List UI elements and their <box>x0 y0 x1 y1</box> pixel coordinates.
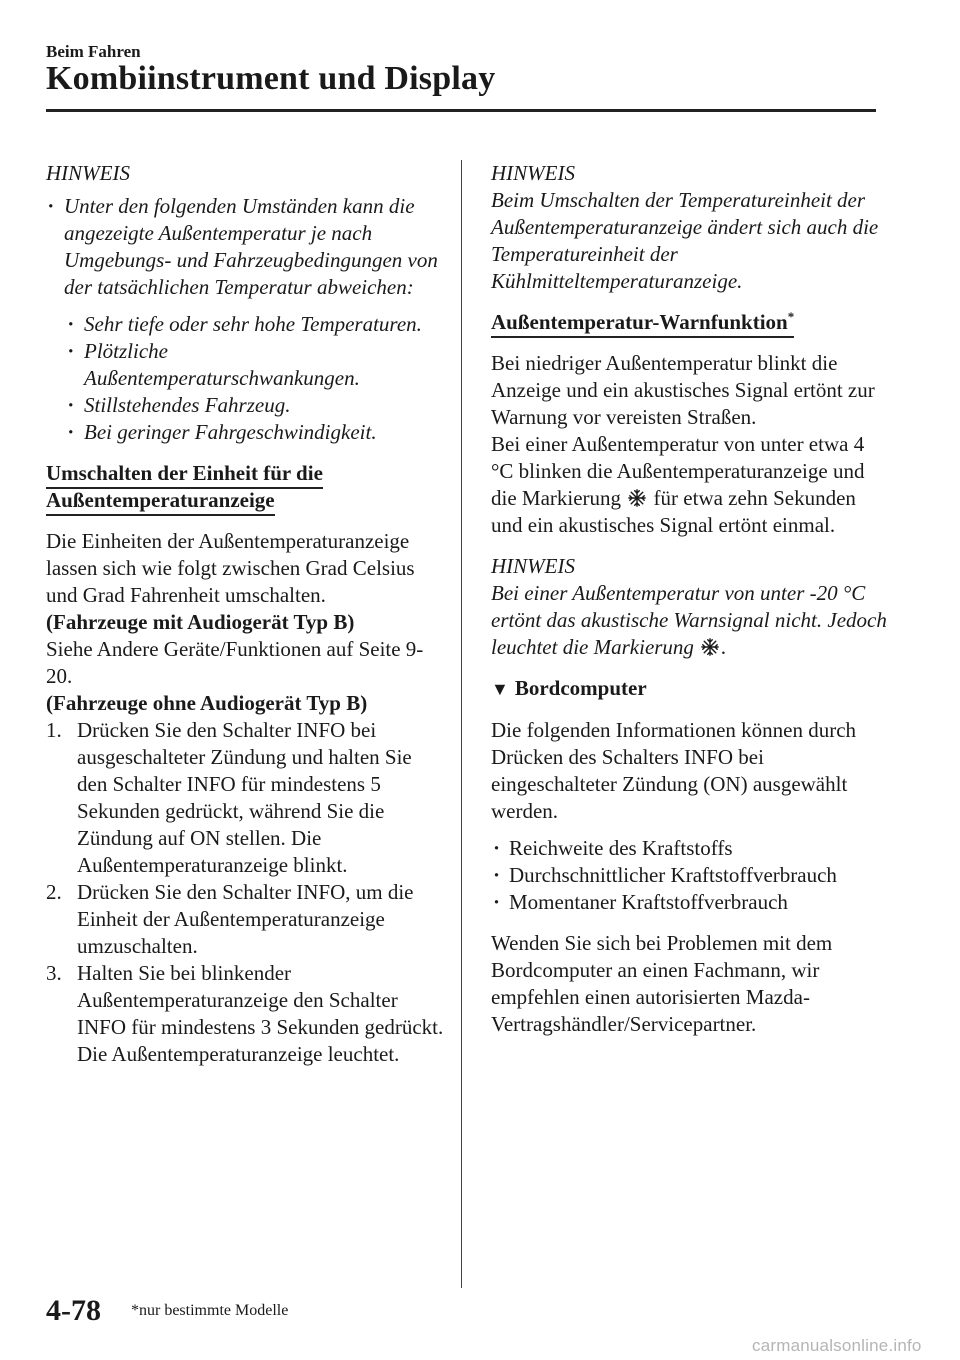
step-item <box>46 879 446 960</box>
note-subbullet: · Stillstehendes Fahrzeug. <box>66 392 446 419</box>
section-heading-warning <box>491 309 891 336</box>
step-item <box>46 960 446 1068</box>
subsection-label: (Fahrzeuge ohne Audiogerät Typ B) <box>46 691 368 715</box>
page-number: 4-78 <box>46 1294 101 1327</box>
note-bullet-list <box>46 193 446 301</box>
section-label: Beim Fahren <box>46 42 141 61</box>
list-item: · Durchschnittlicher Kraftstoffverbrauch <box>491 862 891 889</box>
warning-text: für etwa zehn Sekunden und ein akustisches Signal ertönt einmal. <box>491 486 856 537</box>
note-text-part: Bei einer Außentemperatur von unter -20 °C ertönt das akustische Warnsignal nicht. Jedoch leuchtet die Markierung <box>491 581 887 659</box>
intro-paragraph: Die Einheiten der Außentemperaturanzeige lassen sich wie folgt zwischen Grad Celsius und Grad Fahrenheit umschalten. <box>46 529 415 607</box>
watermark: carmanualsonline.info <box>752 1336 922 1355</box>
step-item <box>46 717 446 879</box>
bordcomputer-list <box>491 835 891 916</box>
page-title: Kombiinstrument und Display <box>46 60 496 97</box>
heading-text: Bordcomputer <box>514 676 647 700</box>
note-subbullet: · Sehr tiefe oder sehr hohe Temperaturen. <box>66 311 446 338</box>
note-label: HINWEIS <box>491 161 575 185</box>
subsection-label: (Fahrzeuge mit Audiogerät Typ B) <box>46 610 355 634</box>
section-heading-bordcomputer <box>491 675 891 703</box>
left-column <box>46 160 446 1068</box>
footnote-marker: * <box>787 309 795 324</box>
list-item: · Momentaner Kraftstoffverbrauch <box>491 889 891 916</box>
bordcomputer-outro: Wenden Sie sich bei Problemen mit dem Bordcomputer an einen Fachmann, wir empfehlen einen autorisierten Mazda-Vertragshändler/Servicepartner. <box>491 931 833 1036</box>
warning-paragraph <box>491 431 891 539</box>
right-column <box>491 160 891 1038</box>
heading-line: Umschalten der Einheit für die <box>46 461 323 489</box>
note-bullet: · Unter den folgenden Umständen kann die angezeigte Außentemperatur je nach Umgebungs- und Fahrzeugbedingungen von der tatsächlichen Temperatur abweichen: <box>46 193 446 301</box>
triangle-down-icon: ▼ <box>491 679 509 699</box>
title-rule <box>46 109 876 112</box>
note-subbullet: · Bei geringer Fahrgeschwindigkeit. <box>66 419 446 446</box>
note-label: HINWEIS <box>46 161 130 185</box>
heading-text: Außentemperatur-Warnfunktion <box>491 310 788 334</box>
column-divider <box>461 160 462 1288</box>
warning-paragraph: Bei niedriger Außentemperatur blinkt die Anzeige und ein akustisches Signal ertönt zur Warnung vor vereisten Straßen. <box>491 351 875 429</box>
warning-text: Bei einer Außentemperatur von unter etwa 4 °C blinken die Außentemperaturanzeige und die Markierung <box>491 432 865 510</box>
cross-reference: Siehe Andere Geräte/Funktionen auf Seite 9-20. <box>46 637 424 688</box>
step-text: Drücken Sie den Schalter INFO bei ausgeschalteter Zündung und halten Sie den Schalter INFO für mindestens 5 Sekunden gedrückt, während Sie die Zündung auf ON stellen. Die Außentemperaturanzeige blinkt. <box>77 718 412 877</box>
heading-line: Außentemperaturanzeige <box>46 488 275 516</box>
note-label: HINWEIS <box>491 554 575 578</box>
step-number: 3. <box>46 961 62 985</box>
step-text: Drücken Sie den Schalter INFO, um die Einheit der Außentemperaturanzeige umzuschalten. <box>77 880 414 958</box>
note-subbullet: · Plötzliche Außentemperaturschwankungen. <box>66 338 446 392</box>
snowflake-icon <box>701 638 719 656</box>
step-list <box>46 717 446 1068</box>
step-text: Halten Sie bei blinkender Außentemperaturanzeige den Schalter INFO für mindestens 3 Sekunden gedrückt. Die Außentemperaturanzeige leuchtet. <box>77 961 444 1066</box>
step-number: 2. <box>46 880 62 904</box>
note-text <box>491 580 891 661</box>
snowflake-icon <box>628 489 646 507</box>
step-number: 1. <box>46 718 62 742</box>
section-heading-unit-switch <box>46 460 446 514</box>
heading-underline <box>491 310 794 338</box>
list-item: · Reichweite des Kraftstoffs <box>491 835 891 862</box>
note-text-end: . <box>721 635 727 659</box>
note-subbullet-list <box>66 311 446 446</box>
note-text: Beim Umschalten der Temperatureinheit der Außentemperaturanzeige ändert sich auch die Temperatureinheit der Kühlmitteltemperaturanzeige. <box>491 188 879 293</box>
bordcomputer-intro: Die folgenden Informationen können durch Drücken des Schalters INFO bei eingeschalteter Zündung (ON) ausgewählt werden. <box>491 718 857 823</box>
footnote: *nur bestimmte Modelle <box>131 1302 289 1319</box>
